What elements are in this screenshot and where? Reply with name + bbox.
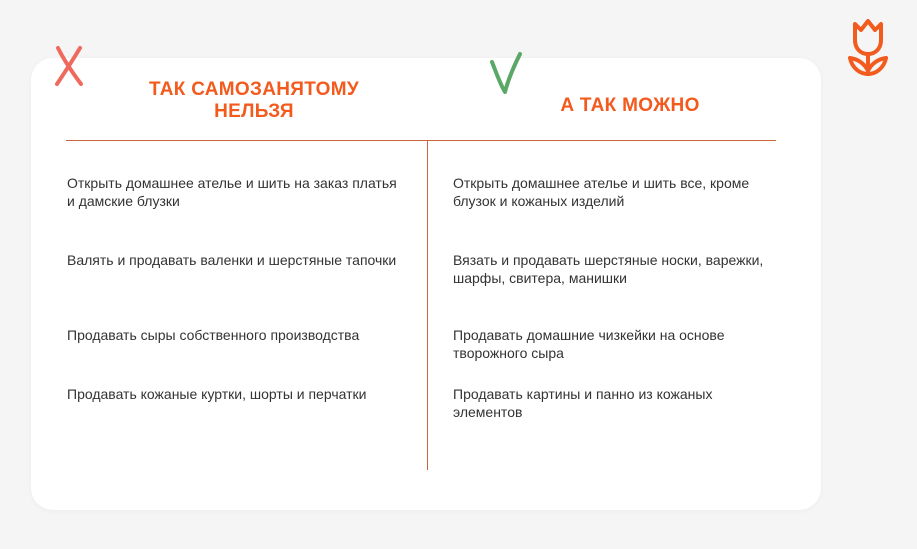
can-heading: А ТАК МОЖНО <box>560 95 700 116</box>
can-item: Вязать и продавать шерстяные носки, варежки, шарфы, свитера, манишки <box>453 252 764 286</box>
horizontal-divider <box>66 140 776 141</box>
can-item: Продавать домашние чизкейки на основе творожного сыра <box>453 327 725 361</box>
can-item: Продавать картины и панно из кожаных элементов <box>453 386 713 420</box>
cannot-item: Открыть домашнее ателье и шить на заказ платья и дамские блузки <box>67 175 397 209</box>
cross-icon <box>52 44 86 88</box>
vertical-divider <box>427 141 428 470</box>
can-item: Открыть домашнее ателье и шить все, кроме блузок и кожаных изделий <box>453 175 750 209</box>
cannot-heading: ТАК САМОЗАНЯТОМУ НЕЛЬЗЯ <box>149 79 359 122</box>
cannot-item: Продавать кожаные куртки, шорты и перчатки <box>67 386 367 402</box>
cannot-item: Продавать сыры собственного производства <box>67 327 360 343</box>
tulip-logo-icon <box>847 18 889 78</box>
cannot-item: Валять и продавать валенки и шерстяные тапочки <box>67 252 397 268</box>
checkmark-icon <box>488 50 524 96</box>
